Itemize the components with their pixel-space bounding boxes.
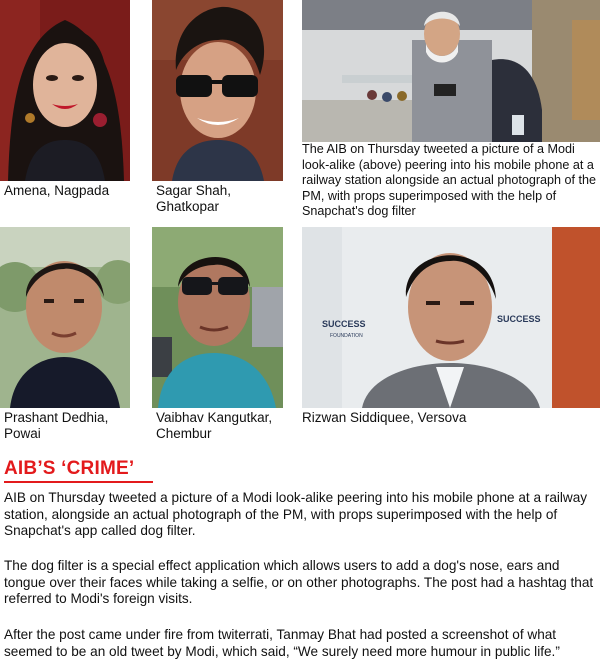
caption-sagar-line2: Ghatkopar <box>156 199 220 214</box>
article-paragraph-1: AIB on Thursday tweeted a picture of a Modi look-alike peering into his mobile phone at a railway station, alongside an actual photograph of the PM, with props superimposed with the help of Snapchat's app called dog filter. <box>4 490 588 538</box>
portrait-man-outdoor-illustration <box>0 227 130 408</box>
portrait-woman-illustration <box>0 0 130 181</box>
caption-sagar <box>156 183 231 215</box>
photo-modi-lookalike <box>302 0 600 142</box>
railway-station-illustration <box>302 0 600 142</box>
article-paragraph-2: The dog filter is a special effect application which allows users to add a dog's nose, ears and tongue over their faces while taking a selfie, or on other photographs. The post had a hashtag that referred to Modi's foreign visits. <box>4 558 594 606</box>
portrait-man-sunglasses-illustration <box>152 0 283 181</box>
caption-vaibhav <box>156 410 272 442</box>
caption-prashant <box>4 410 108 442</box>
caption-vaibhav-line2: Chembur <box>156 426 212 441</box>
caption-prashant-line1: Prashant Dedhia, <box>4 410 109 425</box>
photo-vaibhav <box>152 227 283 408</box>
caption-sagar-line1: Sagar Shah, <box>156 183 232 198</box>
backdrop-brand-left: SUCCESS <box>322 319 366 329</box>
photo-sagar <box>152 0 283 181</box>
backdrop-brand-right: SUCCESS <box>497 314 541 324</box>
caption-amena: Amena, Nagpada <box>4 183 110 198</box>
caption-prashant-line2: Powai <box>4 426 41 441</box>
caption-modi-lookalike: The AIB on Thursday tweeted a picture of a Modi look-alike (above) peering into his mobile phone at a railway station alongside an actual photograph of the PM, with props superimposed with the help of Snapchat's dog filter <box>302 142 597 219</box>
photo-amena <box>0 0 130 181</box>
backdrop-sub-left: FOUNDATION <box>330 333 363 339</box>
photo-prashant <box>0 227 130 408</box>
caption-rizwan: Rizwan Siddiquee, Versova <box>302 410 467 425</box>
article-paragraph-3: After the post came under fire from twiterrati, Tanmay Bhat had posted a screenshot of what seemed to be an old tweet by Modi, which said, “We surely need more humour in public life.” <box>4 627 560 659</box>
portrait-man-suit-illustration <box>302 227 600 408</box>
heading-underline <box>4 481 153 483</box>
photo-rizwan <box>302 227 600 408</box>
portrait-man-street-illustration <box>152 227 283 408</box>
caption-vaibhav-line1: Vaibhav Kangutkar, <box>156 410 273 425</box>
article-heading: AIB’S ‘CRIME’ <box>4 458 135 479</box>
